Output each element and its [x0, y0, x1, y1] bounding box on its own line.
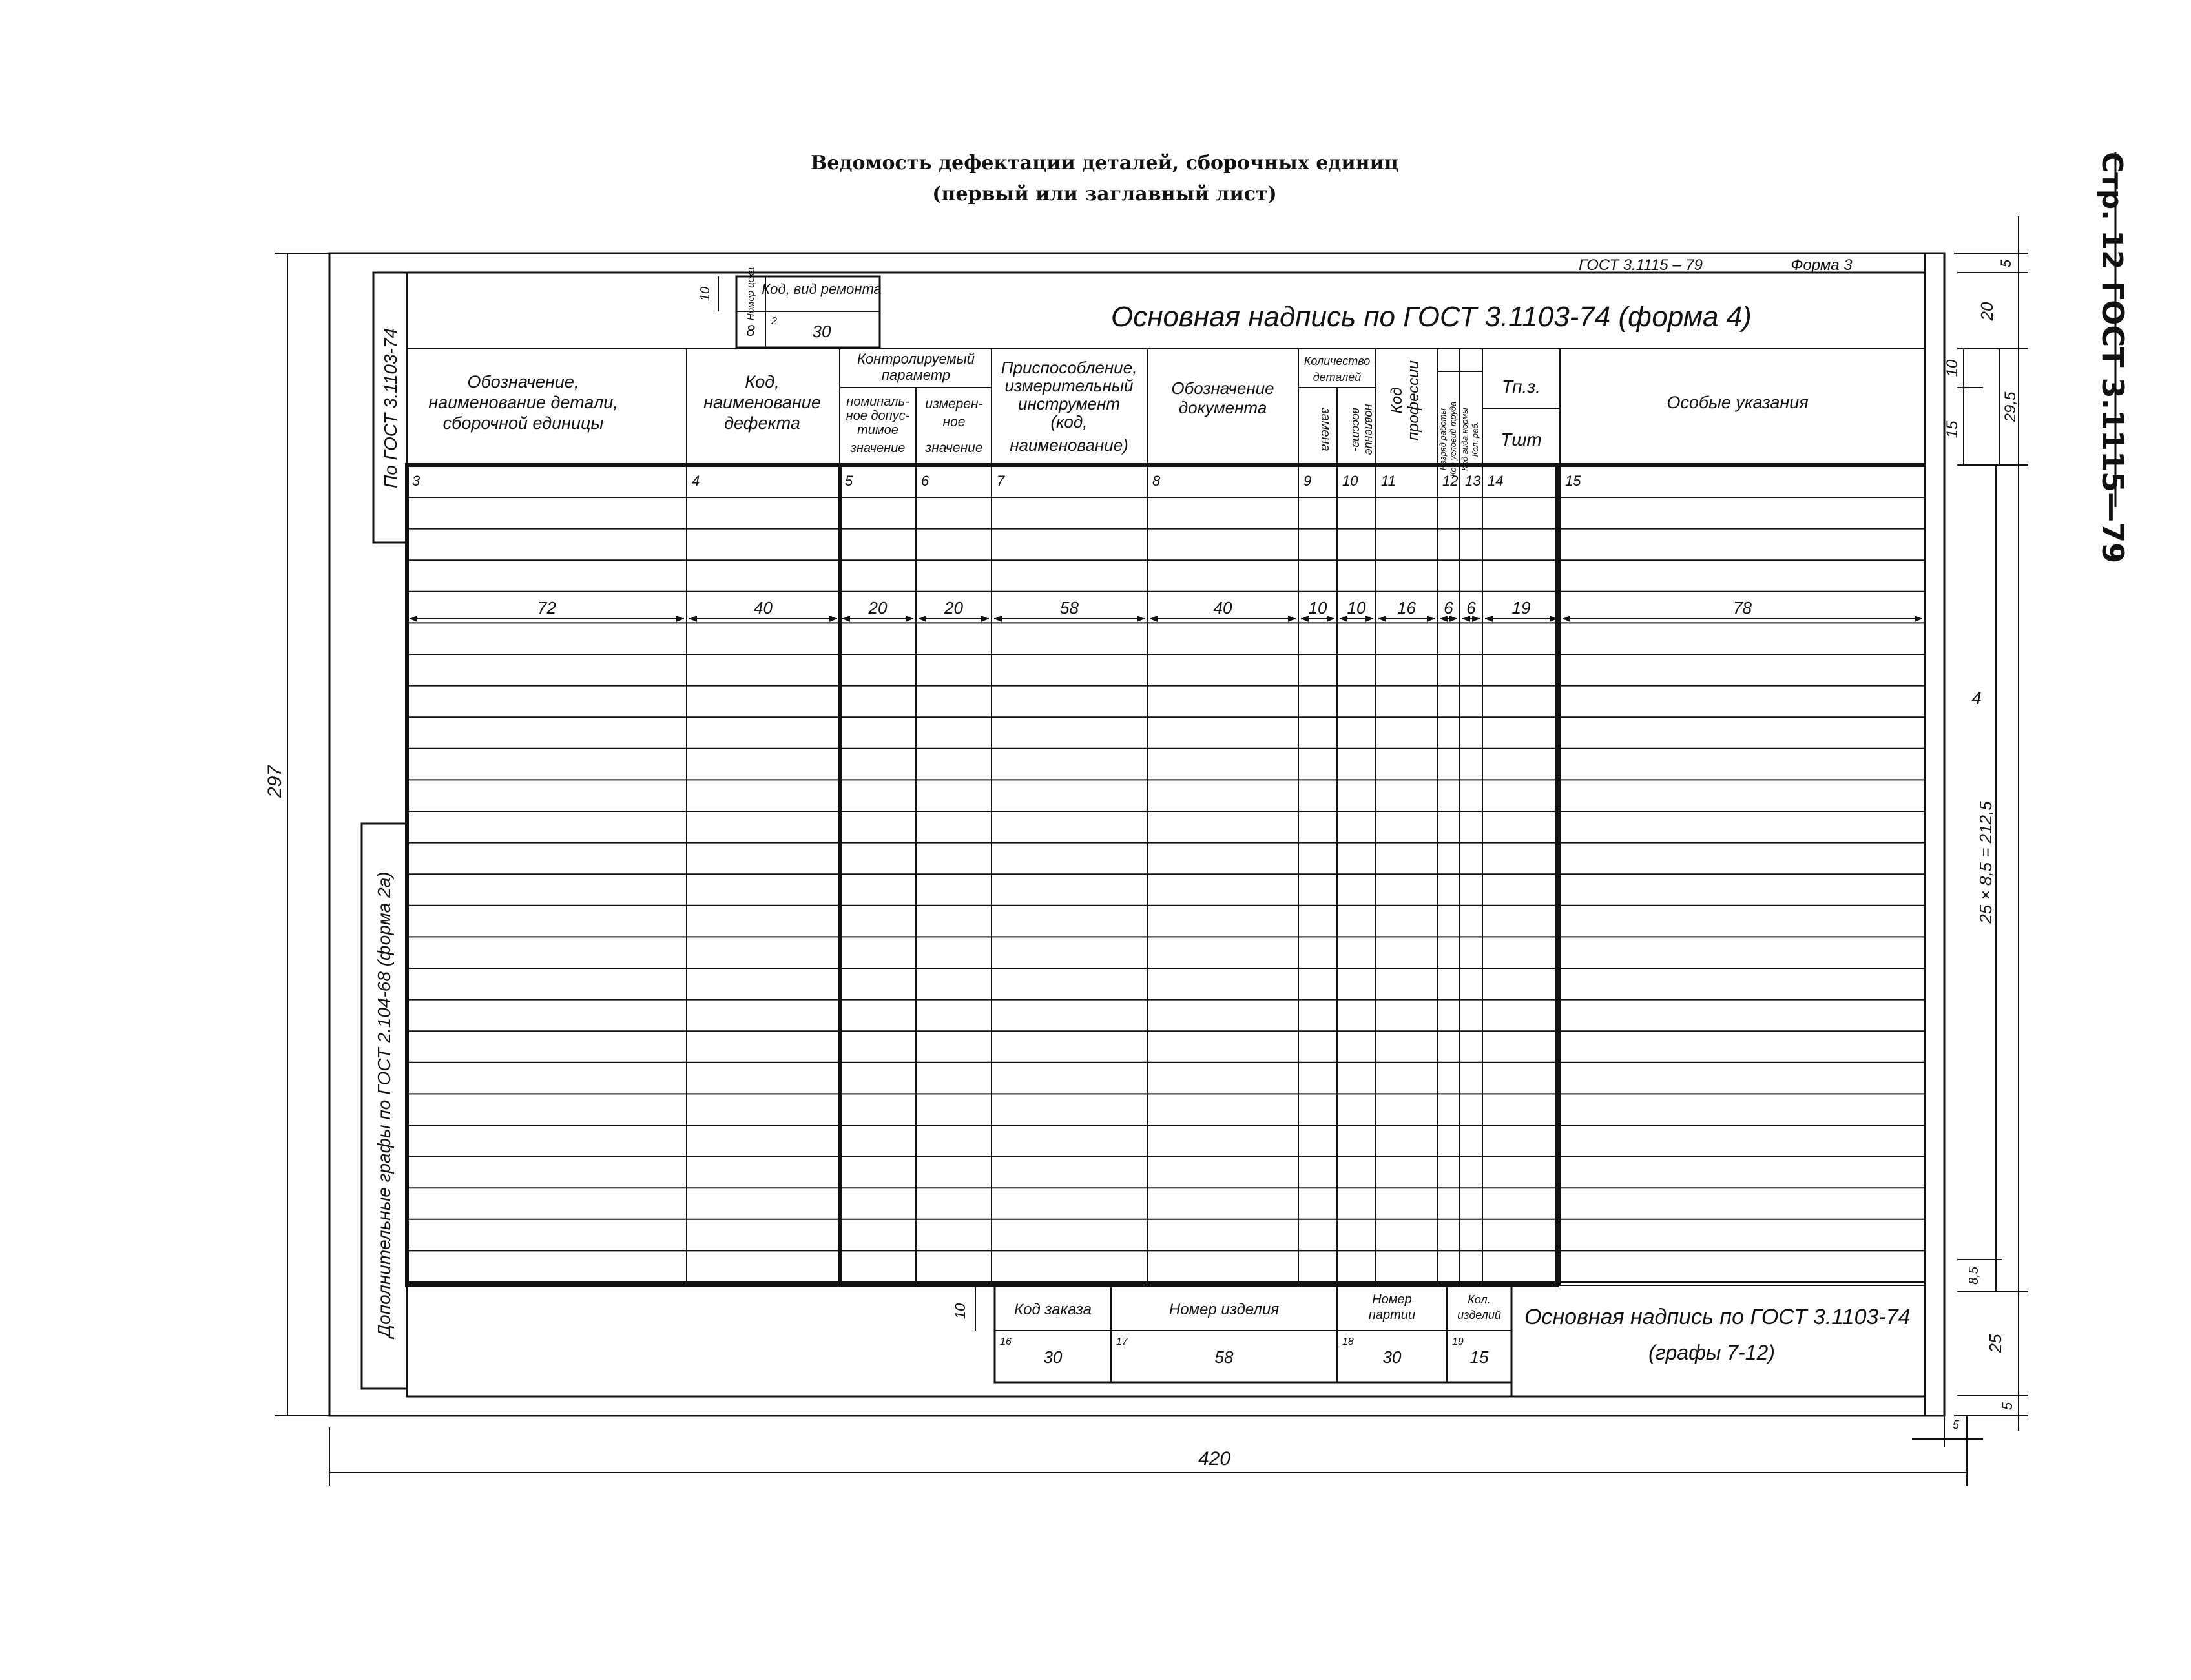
repair-width: 30 [812, 322, 831, 341]
column-width: 10 [1347, 598, 1366, 617]
column-number: 7 [997, 473, 1005, 489]
header-c7-line5: наименование) [1010, 435, 1128, 455]
bottom-title-block [952, 1285, 1911, 1396]
column-number: 11 [1381, 473, 1396, 489]
repair-label: Код, вид ремонта [762, 281, 882, 297]
dim-height-total: 297 [264, 765, 286, 798]
header-c3-line1: Обозначение, [467, 372, 579, 391]
item-label: Номер изделия [1168, 1301, 1280, 1318]
dim-5-top: 5 [1998, 259, 2014, 268]
dim-rows: 25 × 8,5 = 212,5 [1976, 801, 1995, 924]
header-c5-line4: значение [850, 441, 906, 455]
column-number: 9 [1303, 473, 1312, 489]
dimension-arrow [842, 616, 850, 622]
inner-frame [407, 273, 1925, 1396]
dim-5-bottom: 5 [1999, 1402, 2015, 1411]
column-number: 13 [1465, 473, 1481, 489]
dimension-arrow [1427, 616, 1435, 622]
header-c7-line1: Приспособление, [1001, 358, 1137, 377]
left-top-label: По ГОСТ 3.1103-74 [380, 328, 400, 488]
dim-10: 10 [1944, 359, 1961, 377]
workshop-number-label: Номер цеха [745, 267, 756, 321]
header-c9: замена [1318, 408, 1333, 451]
dim-8-5: 8,5 [1967, 1267, 1981, 1285]
top-reference: ГОСТ 3.1115 – 79 [1578, 256, 1703, 274]
order-width: 30 [1043, 1347, 1063, 1367]
header-c7-line4: (код, [1050, 412, 1088, 431]
header-c12b: Код условий труда [1448, 401, 1458, 477]
column-width: 16 [1397, 598, 1416, 617]
dimension-arrow [1327, 616, 1334, 622]
column-number: 12 [1442, 473, 1459, 489]
table-rows [407, 497, 1925, 1282]
header-c13: Код вида нормы [1460, 408, 1469, 471]
dim-29-5: 29,5 [2002, 391, 2019, 422]
form-label: Форма 3 [1791, 256, 1853, 274]
header-c11-line1: Код [1388, 387, 1406, 414]
batch-width: 30 [1382, 1347, 1402, 1367]
item-width: 58 [1214, 1347, 1234, 1367]
dimension-arrow [1340, 616, 1347, 622]
header-c6-line1: измерен- [925, 397, 983, 411]
column-width: 40 [754, 598, 773, 617]
column-numbers [412, 473, 1581, 489]
dimension-arrow [994, 616, 1002, 622]
column-number: 5 [845, 473, 853, 489]
header-c10-line1: восста- [1350, 408, 1363, 451]
dim-width-total: 420 [1198, 1448, 1231, 1469]
bottom-inscription: Основная надпись по ГОСТ 3.1103-74 [1524, 1305, 1911, 1329]
header-c7-line2: измерительный [1004, 376, 1134, 395]
column-width: 78 [1733, 598, 1752, 617]
column-number: 6 [921, 473, 929, 489]
column-number: 14 [1488, 473, 1504, 489]
header-c4-line2: наименование [703, 393, 821, 412]
column-number: 4 [692, 473, 700, 489]
header-c3-line3: сборочной единицы [442, 413, 604, 433]
table-body-frame [407, 465, 1557, 1285]
header-c4-line3: дефекта [724, 413, 800, 433]
header-c14a: Тп.з. [1501, 377, 1541, 397]
column-width: 6 [1444, 598, 1453, 617]
qty-number: 19 [1452, 1336, 1464, 1347]
header-c13b: Кол. раб. [1470, 421, 1480, 457]
order-number: 16 [1000, 1336, 1012, 1347]
column-width: 58 [1060, 598, 1079, 617]
header-c7-line3: инструмент [1018, 394, 1120, 413]
dimension-arrow [410, 616, 417, 622]
column-number: 10 [1342, 473, 1358, 489]
column-width: 40 [1213, 598, 1232, 617]
dimension-arrow [1301, 616, 1309, 622]
header-c4-line1: Код, [745, 372, 780, 391]
workshop-dim: 10 [698, 286, 712, 302]
dim-4: 4 [1971, 688, 1982, 708]
header-c5-line2: ное допус- [846, 409, 910, 423]
column-width: 6 [1466, 598, 1476, 617]
left-bottom-label: Дополнительные графы по ГОСТ 2.104-68 (форма 2а) [374, 871, 394, 1338]
column-width: 19 [1511, 598, 1531, 617]
column-width: 72 [537, 598, 556, 617]
batch-number: 18 [1342, 1336, 1354, 1347]
dimension-arrow [1563, 616, 1570, 622]
qty-label-line1: Кол. [1468, 1293, 1491, 1306]
header-qty-line1: Количество [1303, 355, 1371, 368]
dimension-arrow [919, 616, 926, 622]
dimension-arrow [1288, 616, 1296, 622]
workshop-block [698, 267, 882, 347]
dim-5-side: 5 [1952, 1418, 1960, 1431]
document-subtitle: (первый или заглавный лист) [932, 183, 1277, 205]
qty-label-line2: изделий [1457, 1309, 1501, 1322]
dim-25: 25 [1986, 1334, 2005, 1353]
dimension-arrow [1915, 616, 1922, 622]
bottom-dim-10: 10 [952, 1303, 968, 1320]
header-qty-line2: деталей [1313, 371, 1362, 384]
header-c15: Особые указания [1667, 393, 1809, 412]
header-c6-line3: значение [925, 441, 983, 455]
header-c6-line2: ное [942, 415, 966, 430]
header-c5-line1: номиналь- [846, 395, 909, 409]
header-c3-line2: наименование детали, [428, 393, 618, 412]
batch-label-line2: партии [1368, 1308, 1416, 1322]
dimension-arrow [1378, 616, 1386, 622]
main-inscription: Основная надпись по ГОСТ 3.1103-74 (форма 4) [1111, 301, 1752, 333]
batch-label-line1: Номер [1372, 1292, 1412, 1307]
column-number: 15 [1565, 473, 1581, 489]
page-number: Стр. 12 [2095, 152, 2128, 270]
column-number: 3 [412, 473, 421, 489]
order-label: Код заказа [1013, 1301, 1092, 1318]
dimension-arrow [676, 616, 684, 622]
standard-number: ГОСТ 3.1115—79 [2095, 281, 2130, 564]
dimension-arrow [906, 616, 913, 622]
header-controlled-line2: параметр [881, 367, 951, 383]
header-c8-line2: документа [1178, 398, 1267, 417]
workshop-number-value: 8 [746, 322, 755, 340]
column-width: 10 [1308, 598, 1327, 617]
dimension-arrow [689, 616, 697, 622]
header-c12: Разряд работы [1438, 408, 1448, 470]
header-c8-line1: Обозначение [1171, 379, 1274, 398]
dim-20: 20 [1977, 302, 1997, 321]
item-number: 17 [1116, 1336, 1128, 1347]
qty-width: 15 [1469, 1347, 1489, 1367]
column-widths [410, 598, 1922, 622]
header-c10-line2: новление [1363, 404, 1376, 455]
column-width: 20 [944, 598, 963, 617]
repair-number: 2 [771, 316, 777, 327]
dimension-arrow [1485, 616, 1493, 622]
column-width: 20 [868, 598, 888, 617]
dim-15: 15 [1944, 420, 1961, 439]
dimension-arrow [1365, 616, 1373, 622]
header-c11-line2: профессии [1405, 360, 1422, 441]
document-title: Ведомость дефектации деталей, сборочных единиц [811, 152, 1398, 174]
dimension-arrow [829, 616, 837, 622]
dimension-arrow [1137, 616, 1145, 622]
column-number: 8 [1152, 473, 1161, 489]
header-c14b: Тшт [1500, 430, 1542, 450]
dimension-arrow [1150, 616, 1158, 622]
header-c5-line3: тимое [857, 423, 898, 437]
bottom-inscription-sub: (графы 7-12) [1648, 1341, 1775, 1364]
dimension-arrow [981, 616, 989, 622]
header-controlled-line1: Контролируемый [857, 351, 975, 367]
column-headers [687, 349, 1560, 1285]
